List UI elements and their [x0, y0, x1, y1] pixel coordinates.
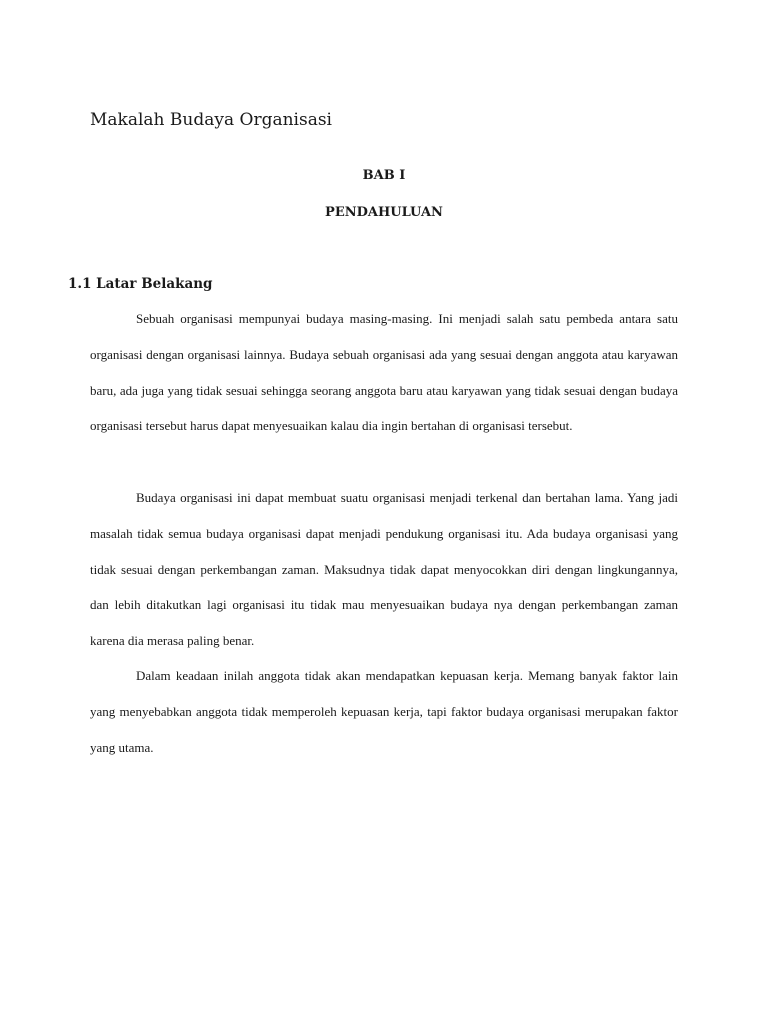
chapter-number: BAB I: [362, 168, 406, 183]
chapter-title: PENDAHULUAN: [325, 205, 443, 220]
section-heading: 1.1 Latar Belakang: [68, 276, 213, 292]
body-paragraph: Budaya organisasi ini dapat membuat suatu organisasi menjadi terkenal dan bertahan lama. Yang jadi masalah tidak semua budaya organisasi dapat menjadi pendukung organisasi itu. Ada budaya organisasi yang tidak sesuai dengan perkembangan zaman. Maksudnya tidak dapat menyocokkan diri dengan lingkungannya, dan lebih ditakutkan lagi organisasi itu tidak mau menyesuaikan budaya nya dengan perkembangan zaman karena dia merasa paling benar.: [90, 490, 678, 649]
document-title: Makalah Budaya Organisasi: [90, 110, 332, 130]
body-paragraph: Dalam keadaan inilah anggota tidak akan mendapatkan kepuasan kerja. Memang banyak faktor lain yang menyebabkan anggota tidak memperoleh kepuasan kerja, tapi faktor budaya organisasi merupakan faktor yang utama.: [90, 668, 678, 755]
body-paragraph: Sebuah organisasi mempunyai budaya masing-masing. Ini menjadi salah satu pembeda antara satu organisasi dengan organisasi lainnya. Budaya sebuah organisasi ada yang sesuai dengan anggota atau karyawan baru, ada juga yang tidak sesuai sehingga seorang anggota baru atau karyawan yang tidak sesuai dengan budaya organisasi tersebut harus dapat menyesuaikan kalau dia ingin bertahan di organisasi tersebut.: [90, 311, 678, 434]
